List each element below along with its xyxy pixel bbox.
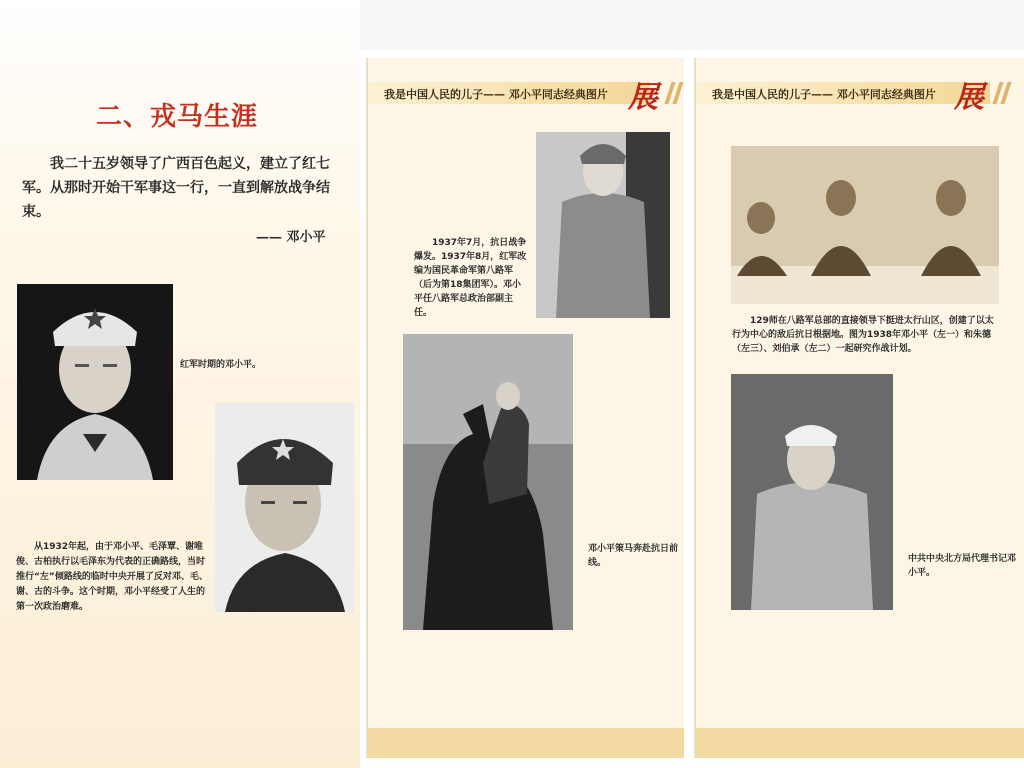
portrait-illustration: [17, 284, 173, 480]
photo-three-commanders: [731, 146, 999, 304]
photo-north-bureau: [731, 374, 893, 610]
portrait-illustration: [731, 374, 893, 610]
quote-author: —— 邓小平: [256, 230, 326, 245]
exhibit-panel-3: [694, 58, 1024, 758]
photo-uniform-standing: [536, 132, 670, 318]
header-title: 我是中国人民的儿子—— 邓小平同志经典图片: [712, 88, 936, 101]
panel-footer: [368, 728, 684, 758]
caption-horse: 邓小平策马奔赴抗日前线。: [588, 544, 679, 568]
section-title: 二、戎马生涯: [96, 102, 259, 132]
group-illustration: [731, 146, 999, 304]
photo-red-army-portrait: [17, 284, 173, 480]
quote-text: 我二十五岁领导了广西百色起义，建立了红七军。从那时开始干军事这一行，一直到解放战争结束。: [22, 156, 330, 220]
panel-header: [368, 78, 684, 115]
caption-1937: 1937年7月，抗日战争爆发。1937年8月，红军改编为国民革命军第八路军（后为第18集团军）。邓小平任八路军总政治部副主任。: [414, 238, 527, 318]
panel-footer: [696, 728, 1024, 758]
portrait-illustration: [215, 403, 354, 612]
exhibit-panel-1: [0, 0, 360, 768]
caption-129-division: 129师在八路军总部的直接领导下挺进太行山区，创建了以太行为中心的敌后抗日根据地。图为1938年邓小平（左一）和朱德（左三）、刘伯承（左二）一起研究作战计划。: [732, 316, 994, 354]
caption-north-bureau: 中共中央北方局代理书记邓小平。: [908, 554, 1017, 578]
photo-young-portrait: [215, 403, 354, 612]
header-title: 我是中国人民的儿子—— 邓小平同志经典图片: [384, 88, 608, 101]
exhibit-panel-2: [366, 58, 684, 758]
zhan-character: 展: [628, 80, 658, 115]
portrait-illustration: [536, 132, 670, 318]
zhan-character: 展: [954, 80, 984, 115]
caption-red-army: 红军时期的邓小平。: [180, 360, 262, 370]
top-backdrop: [360, 0, 1024, 50]
photo-on-horse: [403, 334, 573, 630]
caption-1932: 从1932年起，由于邓小平、毛泽覃、谢唯俊、古柏执行以毛泽东为代表的正确路线，当时推行“左”倾路线的临时中央开展了反对邓、毛、谢、古的斗争。这个时期，邓小平经受了人生的第一次政治磨难。: [16, 542, 208, 612]
panel-header: [696, 78, 1024, 115]
horse-illustration: [403, 334, 573, 630]
